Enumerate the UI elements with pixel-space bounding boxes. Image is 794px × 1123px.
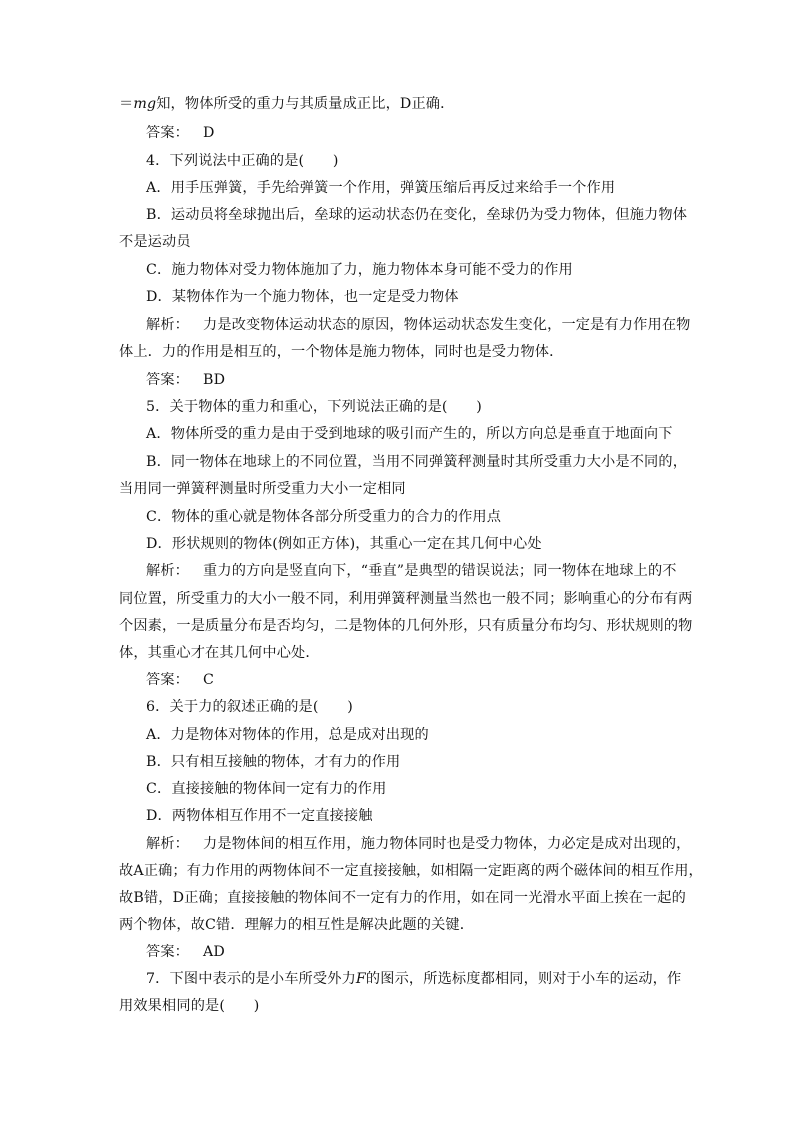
q6-answer: 答案： AD: [146, 944, 225, 960]
q4-option-d: D．某物体作为一个施力物体，也一定是受力物体: [146, 289, 459, 305]
q5-option-d: D．形状规则的物体(例如正方体)，其重心一定在其几何中心处: [146, 536, 542, 552]
mg-formula: mg: [133, 96, 157, 112]
q4-option-b-line1: B．运动员将垒球抛出后，垒球的运动状态仍在变化，垒球仍为受力物体，但施力物体: [146, 207, 688, 223]
q5-analysis-line3: 个因素，一是质量分布是否均匀，二是物体的几何外形，只有质量分布均匀、形状规则的物: [119, 618, 693, 634]
q3-answer: 答案： D: [146, 125, 215, 141]
q5-option-c: C．物体的重心就是物体各部分所受重力的合力的作用点: [146, 509, 502, 525]
q7-stem-line2: 用效果相同的是( ): [119, 998, 260, 1014]
q5-analysis-line2: 同位置，所受重力的大小一般不同，利用弹簧秤测量当然也一般不同；影响重心的分布有两: [119, 591, 693, 607]
q6-analysis-line1: 解析： 力是物体间的相互作用，施力物体同时也是受力物体，力必定是成对出现的，: [146, 836, 691, 852]
q6-analysis-line3: 故B错，D正确；直接接触的物体间不一定有力的作用，如在同一光滑水平面上挨在一起的: [119, 890, 686, 906]
q5-option-a: A．物体所受的重力是由于受到地球的吸引而产生的，所以方向总是垂直于地面向下: [146, 426, 673, 442]
q6-stem: 6．关于力的叙述正确的是( ): [146, 699, 353, 715]
q6-analysis-line2: 故A正确；有力作用的两物体间不一定直接接触，如相隔一定距离的两个磁体间的相互作用，: [119, 863, 703, 879]
q4-option-a: A．用手压弹簧，手先给弹簧一个作用，弹簧压缩后再反过来给手一个作用: [146, 180, 616, 196]
q4-option-b-line2: 不是运动员: [119, 234, 191, 250]
q6-option-c: C．直接接触的物体间一定有力的作用: [146, 781, 387, 797]
q4-analysis-line1: 解析： 力是改变物体运动状态的原因，物体运动状态发生变化，一定是有力作用在物: [146, 317, 691, 333]
q6-option-a: A．力是物体对物体的作用，总是成对出现的: [146, 727, 429, 743]
q3-conclusion-line: ＝mg知，物体所受的重力与其质量成正比，D正确．: [119, 96, 455, 112]
q6-option-d: D．两物体相互作用不一定直接接触: [146, 808, 373, 824]
q4-option-c: C．施力物体对受力物体施加了力，施力物体本身可能不受力的作用: [146, 262, 573, 278]
q5-stem: 5．关于物体的重力和重心，下列说法正确的是( ): [146, 399, 482, 415]
q5-option-b-line1: B．同一物体在地球上的不同位置，当用不同弹簧秤测量时其所受重力大小是不同的，: [146, 454, 688, 470]
force-symbol-F: F: [355, 971, 366, 987]
q4-stem: 4．下列说法中正确的是( ): [146, 153, 339, 169]
q4-analysis-line2: 体上．力的作用是相互的，一个物体是施力物体，同时也是受力物体．: [119, 344, 564, 360]
q5-analysis-line4: 体，其重心才在其几何中心处．: [119, 645, 320, 661]
q5-answer: 答案： C: [146, 672, 215, 688]
q5-option-b-line2: 当用同一弹簧秤测量时所受重力大小一定相同: [119, 481, 406, 497]
q4-answer: 答案： BD: [146, 372, 226, 388]
q5-analysis-line1: 解析： 重力的方向是竖直向下，“垂直”是典型的错误说法；同一物体在地球上的不: [146, 563, 677, 579]
q6-option-b: B．只有相互接触的物体，才有力的作用: [146, 754, 401, 770]
q7-stem-line1: 7．下图中表示的是小车所受外力F的图示，所选标度都相同，则对于小车的运动，作: [146, 971, 682, 987]
q6-analysis-line4: 两个物体，故C错．理解力的相互性是解决此题的关键．: [119, 917, 475, 933]
